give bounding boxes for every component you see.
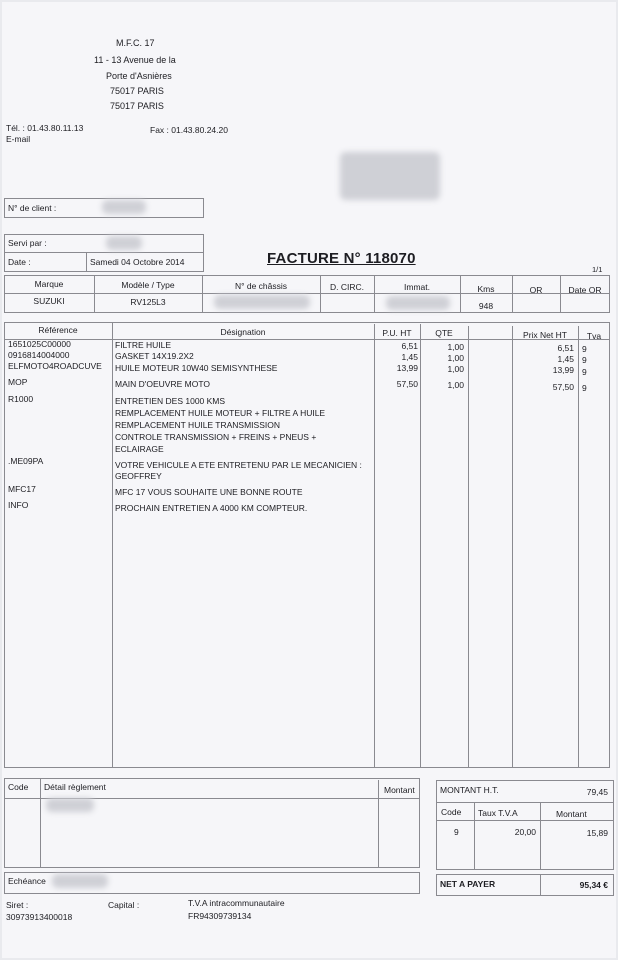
note-ref: MFC17 [8, 484, 36, 494]
date-label: Date : [8, 257, 31, 267]
vh-marque: Marque [34, 279, 64, 289]
col-ref: Référence [38, 325, 78, 335]
col-tva: Tva [586, 331, 602, 341]
vh-chassis: N° de châssis [234, 281, 288, 291]
item-pu: 6,51 [401, 341, 418, 351]
tva-montant-label: Montant [556, 809, 587, 819]
tva-intra-label: T.V.A intracommunautaire [188, 898, 285, 908]
capital-label: Capital : [108, 900, 140, 910]
vehicle-modele: RV125L3 [130, 297, 166, 307]
item-qte: 1,00 [447, 380, 464, 390]
item-prix: 1,45 [557, 354, 574, 364]
vh-modele: Modèle / Type [121, 280, 175, 290]
note-line: REMPLACEMENT HUILE TRANSMISSION [115, 420, 280, 430]
note-ref: .ME09PA [8, 456, 44, 466]
company-fax: Fax : 01.43.80.24.20 [150, 125, 228, 135]
note-ref: INFO [8, 500, 29, 510]
item-designation: HUILE MOTEUR 10W40 SEMISYNTHESE [115, 363, 278, 373]
vh-or: OR [529, 285, 543, 295]
page-number: 1/1 [592, 265, 603, 274]
redacted-payment [46, 798, 94, 812]
item-designation: FILTRE HUILE [115, 340, 172, 350]
col-designation: Désignation [220, 327, 266, 337]
col-qte: QTE [435, 328, 453, 338]
montant-ht-value: 79,45 [586, 787, 608, 797]
company-address-1: 11 - 13 Avenue de la [94, 55, 176, 65]
vh-immat: Immat. [404, 282, 430, 292]
col-prix: Prix Net HT [523, 330, 567, 340]
note-ref: R1000 [8, 394, 34, 404]
tva-intra-value: FR94309739134 [188, 911, 252, 921]
item-pu: 1,45 [401, 352, 418, 362]
vh-date-or: Date OR [568, 285, 602, 295]
tva-taux: 20,00 [514, 827, 536, 837]
siret-label: Siret : [6, 900, 29, 910]
net-label: NET A PAYER [440, 879, 496, 889]
vh-dcirc: D. CIRC. [330, 282, 364, 292]
redacted-address [340, 152, 440, 200]
invoice-paper [2, 2, 616, 958]
vh-kms: Kms [477, 284, 495, 294]
item-ref: ELFMOTO4ROADCUVE [8, 361, 102, 371]
item-tva: 9 [582, 383, 587, 393]
item-designation: GASKET 14X19.2X2 [115, 351, 194, 361]
note-line: MFC 17 VOUS SOUHAITE UNE BONNE ROUTE [115, 487, 303, 497]
servi-label: Servi par : [8, 238, 47, 248]
company-tel: Tél. : 01.43.80.11.13 [6, 123, 84, 133]
item-prix: 13,99 [552, 365, 574, 375]
siret-value: 30973913400018 [6, 912, 73, 922]
note-line: ENTRETIEN DES 1000 KMS [115, 396, 226, 406]
note-line: REMPLACEMENT HUILE MOTEUR + FILTRE A HUILE [115, 408, 326, 418]
item-qte: 1,00 [447, 353, 464, 363]
item-tva: 9 [582, 355, 587, 365]
item-prix: 6,51 [557, 343, 574, 353]
item-tva: 9 [582, 344, 587, 354]
redacted-client [102, 200, 146, 214]
item-ref: 0916814004000 [8, 350, 70, 360]
item-pu: 13,99 [396, 363, 418, 373]
vehicle-kms: 948 [478, 301, 494, 311]
item-ref: MOP [8, 377, 28, 387]
echeance-label: Echéance [8, 876, 46, 886]
company-email: E-mail [6, 134, 31, 144]
vehicle-marque: SUZUKI [33, 296, 65, 306]
item-ref: 1651025C00000 [8, 339, 71, 349]
redacted-chassis [214, 295, 310, 309]
payment-detail-label: Détail règlement [44, 782, 106, 792]
tva-code-label: Code [441, 807, 462, 817]
montant-ht-label: MONTANT H.T. [440, 785, 499, 795]
item-qte: 1,00 [447, 342, 464, 352]
note-line: ECLAIRAGE [115, 444, 164, 454]
item-designation: MAIN D'OEUVRE MOTO [115, 379, 210, 389]
company-address-2: Porte d'Asnières [106, 71, 172, 81]
redacted-echeance [52, 874, 108, 888]
item-prix: 57,50 [552, 382, 574, 392]
note-line: CONTROLE TRANSMISSION + FREINS + PNEUS + [115, 432, 317, 442]
date-value: Samedi 04 Octobre 2014 [90, 257, 185, 267]
company-address-4: 75017 PARIS [110, 101, 164, 111]
item-pu: 57,50 [396, 379, 418, 389]
company-address-3: 75017 PARIS [110, 86, 164, 96]
redacted-servi [106, 236, 142, 250]
tva-montant: 15,89 [586, 828, 608, 838]
invoice-title: FACTURE N° 118070 [267, 250, 416, 267]
client-label: N° de client : [8, 203, 57, 213]
note-line: PROCHAIN ENTRETIEN A 4000 KM COMPTEUR. [115, 503, 308, 513]
payment-code-label: Code [8, 782, 29, 792]
tva-taux-label: Taux T.V.A [478, 808, 518, 818]
note-line: VOTRE VEHICULE A ETE ENTRETENU PAR LE MECANICIEN : [115, 460, 362, 470]
col-pu: P.U. HT [382, 328, 412, 338]
redacted-immat [386, 296, 450, 310]
item-tva: 9 [582, 367, 587, 377]
item-qte: 1,00 [447, 364, 464, 374]
net-value: 95,34 € [579, 880, 608, 890]
note-line: GEOFFREY [115, 471, 162, 481]
company-name: M.F.C. 17 [116, 38, 155, 48]
tva-code: 9 [454, 827, 459, 837]
payment-montant-label: Montant [384, 785, 415, 795]
